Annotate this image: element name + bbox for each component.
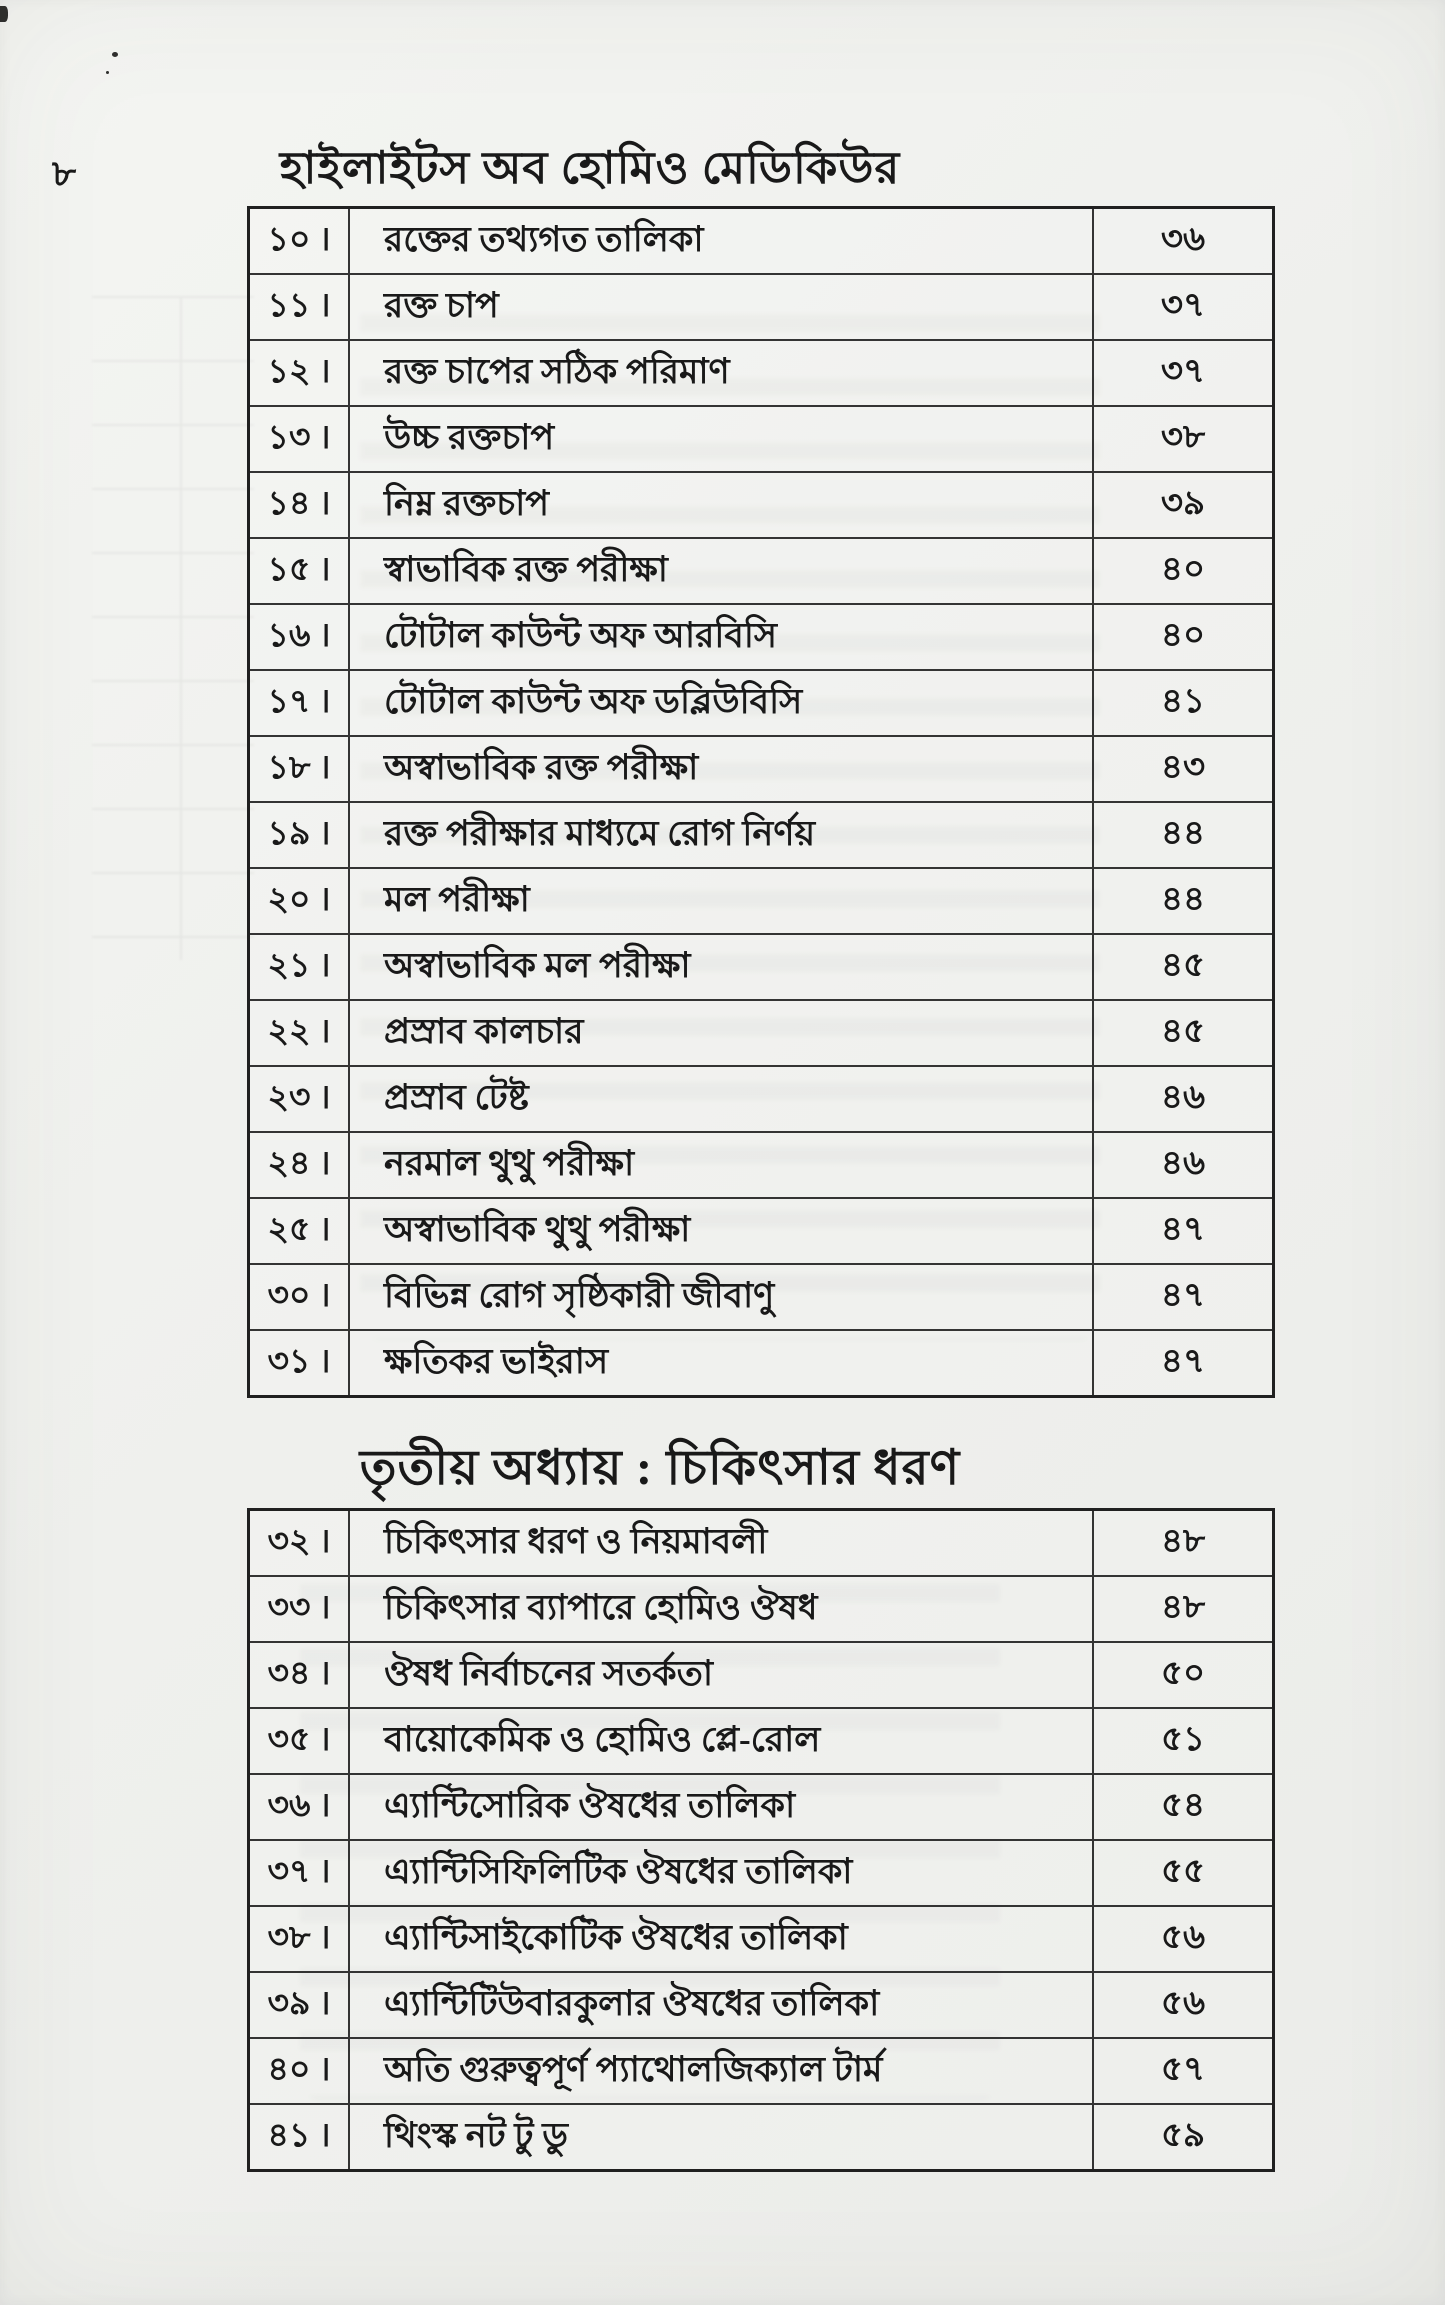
toc-row [250, 209, 1272, 275]
page-folio-number: ৮ [52, 154, 77, 195]
toc-entry-page: ৫৪ [1160, 1786, 1206, 1824]
toc-entry-title: রক্তের তথ্যগত তালিকা [350, 209, 1094, 273]
toc-entry-number: ১৫ । [250, 539, 350, 603]
toc-entry-title: অস্বাভাবিক থুথু পরীক্ষা [350, 1199, 1094, 1263]
toc-entry-page: ৪৬ [1160, 1078, 1206, 1116]
toc-entry-number: ১০ । [250, 209, 350, 273]
toc-row [250, 2105, 1272, 2169]
toc-entry-page: ৪৮ [1160, 1588, 1206, 1626]
toc-entry-title: থিংস্ক নট টু ডু [350, 2105, 1094, 2169]
toc-entry-number: ৩১ । [250, 1331, 350, 1395]
toc-row [250, 2039, 1272, 2105]
toc-entry-number: ১১ । [250, 275, 350, 339]
toc-entry-number: ১৬ । [250, 605, 350, 669]
toc-entry-title: টোটাল কাউন্ট অফ আরবিসি [350, 605, 1094, 669]
toc-row [250, 539, 1272, 605]
toc-entry-page: ৪৪ [1160, 814, 1206, 852]
toc-entry-page: ৫৭ [1160, 2050, 1206, 2088]
toc-row [250, 473, 1272, 539]
toc-row [250, 1907, 1272, 1973]
toc-entry-number: ৩৭ । [250, 1841, 350, 1905]
toc-row [250, 275, 1272, 341]
toc-entry-page: ৪৭ [1160, 1342, 1206, 1380]
toc-entry-page: ৫৬ [1160, 1918, 1206, 1956]
toc-entry-page: ৪৭ [1160, 1210, 1206, 1248]
toc-entry-number: ১৮ । [250, 737, 350, 801]
toc-entry-title: রক্ত চাপের সঠিক পরিমাণ [350, 341, 1094, 405]
toc-entry-number: ৩৮ । [250, 1907, 350, 1971]
toc-entry-number: ১৯ । [250, 803, 350, 867]
toc-entry-page: ৩৭ [1160, 286, 1206, 324]
toc-row [250, 1199, 1272, 1265]
toc-row [250, 935, 1272, 1001]
toc-entry-number: ৩৬ । [250, 1775, 350, 1839]
toc-entry-number: ৩২ । [250, 1511, 350, 1575]
toc-table-chapter-three [247, 1508, 1275, 2172]
toc-entry-number: ১৩ । [250, 407, 350, 471]
toc-entry-title: মল পরীক্ষা [350, 869, 1094, 933]
toc-entry-page: ৪০ [1160, 550, 1206, 588]
toc-entry-number: ৪০ । [250, 2039, 350, 2103]
toc-entry-title: প্রস্রাব কালচার [350, 1001, 1094, 1065]
toc-row [250, 1643, 1272, 1709]
bleed-through-grid [92, 296, 254, 960]
toc-entry-number: ২০ । [250, 869, 350, 933]
toc-row [250, 1265, 1272, 1331]
toc-entry-page: ৪৬ [1160, 1144, 1206, 1182]
toc-row [250, 803, 1272, 869]
toc-entry-title: অস্বাভাবিক মল পরীক্ষা [350, 935, 1094, 999]
toc-entry-page: ৫৬ [1160, 1984, 1206, 2022]
toc-entry-number: ৩০ । [250, 1265, 350, 1329]
toc-entry-page: ৪৮ [1160, 1522, 1206, 1560]
toc-row [250, 869, 1272, 935]
toc-row [250, 1133, 1272, 1199]
toc-row [250, 1511, 1272, 1577]
scan-speck [0, 6, 8, 22]
toc-entry-title: ঔষধ নির্বাচনের সতর্কতা [350, 1643, 1094, 1707]
toc-entry-number: ২১ । [250, 935, 350, 999]
toc-entry-number: ১৭ । [250, 671, 350, 735]
scan-speck [112, 52, 118, 57]
toc-entry-page: ৪৭ [1160, 1276, 1206, 1314]
book-title: হাইলাইটস অব হোমিও মেডিকিউর [279, 143, 901, 193]
toc-entry-page: ৩৭ [1160, 352, 1206, 390]
toc-entry-page: ৩৯ [1160, 484, 1206, 522]
toc-entry-page: ৩৮ [1160, 418, 1206, 456]
toc-row [250, 1067, 1272, 1133]
toc-entry-page: ৫৯ [1160, 2116, 1206, 2154]
toc-entry-title: এ্যান্টিসিফিলিটিক ঔষধের তালিকা [350, 1841, 1094, 1905]
toc-row [250, 407, 1272, 473]
toc-entry-number: ১২ । [250, 341, 350, 405]
toc-row [250, 1841, 1272, 1907]
toc-entry-title: রক্ত চাপ [350, 275, 1094, 339]
toc-entry-page: ৪৪ [1160, 880, 1206, 918]
toc-row [250, 1001, 1272, 1067]
toc-entry-title: বিভিন্ন রোগ সৃষ্ঠিকারী জীবাণু [350, 1265, 1094, 1329]
toc-entry-page: ৪০ [1160, 616, 1206, 654]
toc-entry-title: নিম্ন রক্তচাপ [350, 473, 1094, 537]
toc-entry-number: ৩৪ । [250, 1643, 350, 1707]
toc-entry-title: অতি গুরুত্বপূর্ণ প্যাথোলজিক্যাল টার্ম [350, 2039, 1094, 2103]
toc-entry-number: ১৪ । [250, 473, 350, 537]
toc-entry-title: এ্যান্টিসোরিক ঔষধের তালিকা [350, 1775, 1094, 1839]
toc-row [250, 737, 1272, 803]
toc-entry-title: রক্ত পরীক্ষার মাধ্যমে রোগ নির্ণয় [350, 803, 1094, 867]
toc-table-chapter-two [247, 206, 1275, 1398]
toc-entry-title: নরমাল থুথু পরীক্ষা [350, 1133, 1094, 1197]
toc-entry-title: অস্বাভাবিক রক্ত পরীক্ষা [350, 737, 1094, 801]
toc-entry-number: ২২ । [250, 1001, 350, 1065]
toc-row [250, 1973, 1272, 2039]
toc-entry-number: ৩৫ । [250, 1709, 350, 1773]
toc-row [250, 341, 1272, 407]
toc-entry-title: বায়োকেমিক ও হোমিও প্লে-রোল [350, 1709, 1094, 1773]
toc-entry-title: স্বাভাবিক রক্ত পরীক্ষা [350, 539, 1094, 603]
toc-entry-title: ক্ষতিকর ভাইরাস [350, 1331, 1094, 1395]
toc-entry-number: ৪১ । [250, 2105, 350, 2169]
toc-entry-number: ৩৯ । [250, 1973, 350, 2037]
toc-row [250, 1577, 1272, 1643]
toc-row [250, 1331, 1272, 1395]
toc-entry-title: এ্যান্টিসাইকোটিক ঔষধের তালিকা [350, 1907, 1094, 1971]
toc-entry-title: চিকিৎসার ধরণ ও নিয়মাবলী [350, 1511, 1094, 1575]
toc-entry-page: ৪৩ [1160, 748, 1206, 786]
toc-entry-title: এ্যান্টিটিউবারকুলার ঔষধের তালিকা [350, 1973, 1094, 2037]
toc-entry-title: চিকিৎসার ব্যাপারে হোমিও ঔষধ [350, 1577, 1094, 1641]
toc-entry-title: উচ্চ রক্তচাপ [350, 407, 1094, 471]
toc-entry-title: প্রস্রাব টেষ্ট [350, 1067, 1094, 1131]
toc-row [250, 1775, 1272, 1841]
chapter-three-heading: তৃতীয় অধ্যায় : চিকিৎসার ধরণ [359, 1440, 961, 1495]
toc-entry-page: ৪৫ [1160, 946, 1206, 984]
toc-entry-title: টোটাল কাউন্ট অফ ডব্লিউবিসি [350, 671, 1094, 735]
toc-row [250, 1709, 1272, 1775]
toc-entry-page: ৫১ [1160, 1720, 1206, 1758]
toc-row [250, 605, 1272, 671]
toc-entry-page: ৩৬ [1160, 220, 1206, 258]
toc-entry-page: ৪৫ [1160, 1012, 1206, 1050]
toc-entry-page: ৫০ [1160, 1654, 1206, 1692]
toc-entry-number: ২৫ । [250, 1199, 350, 1263]
toc-row [250, 671, 1272, 737]
toc-entry-number: ২৩ । [250, 1067, 350, 1131]
toc-entry-page: ৪১ [1160, 682, 1206, 720]
toc-entry-page: ৫৫ [1160, 1852, 1206, 1890]
toc-entry-number: ২৪ । [250, 1133, 350, 1197]
toc-entry-number: ৩৩ । [250, 1577, 350, 1641]
scan-speck [106, 71, 109, 74]
